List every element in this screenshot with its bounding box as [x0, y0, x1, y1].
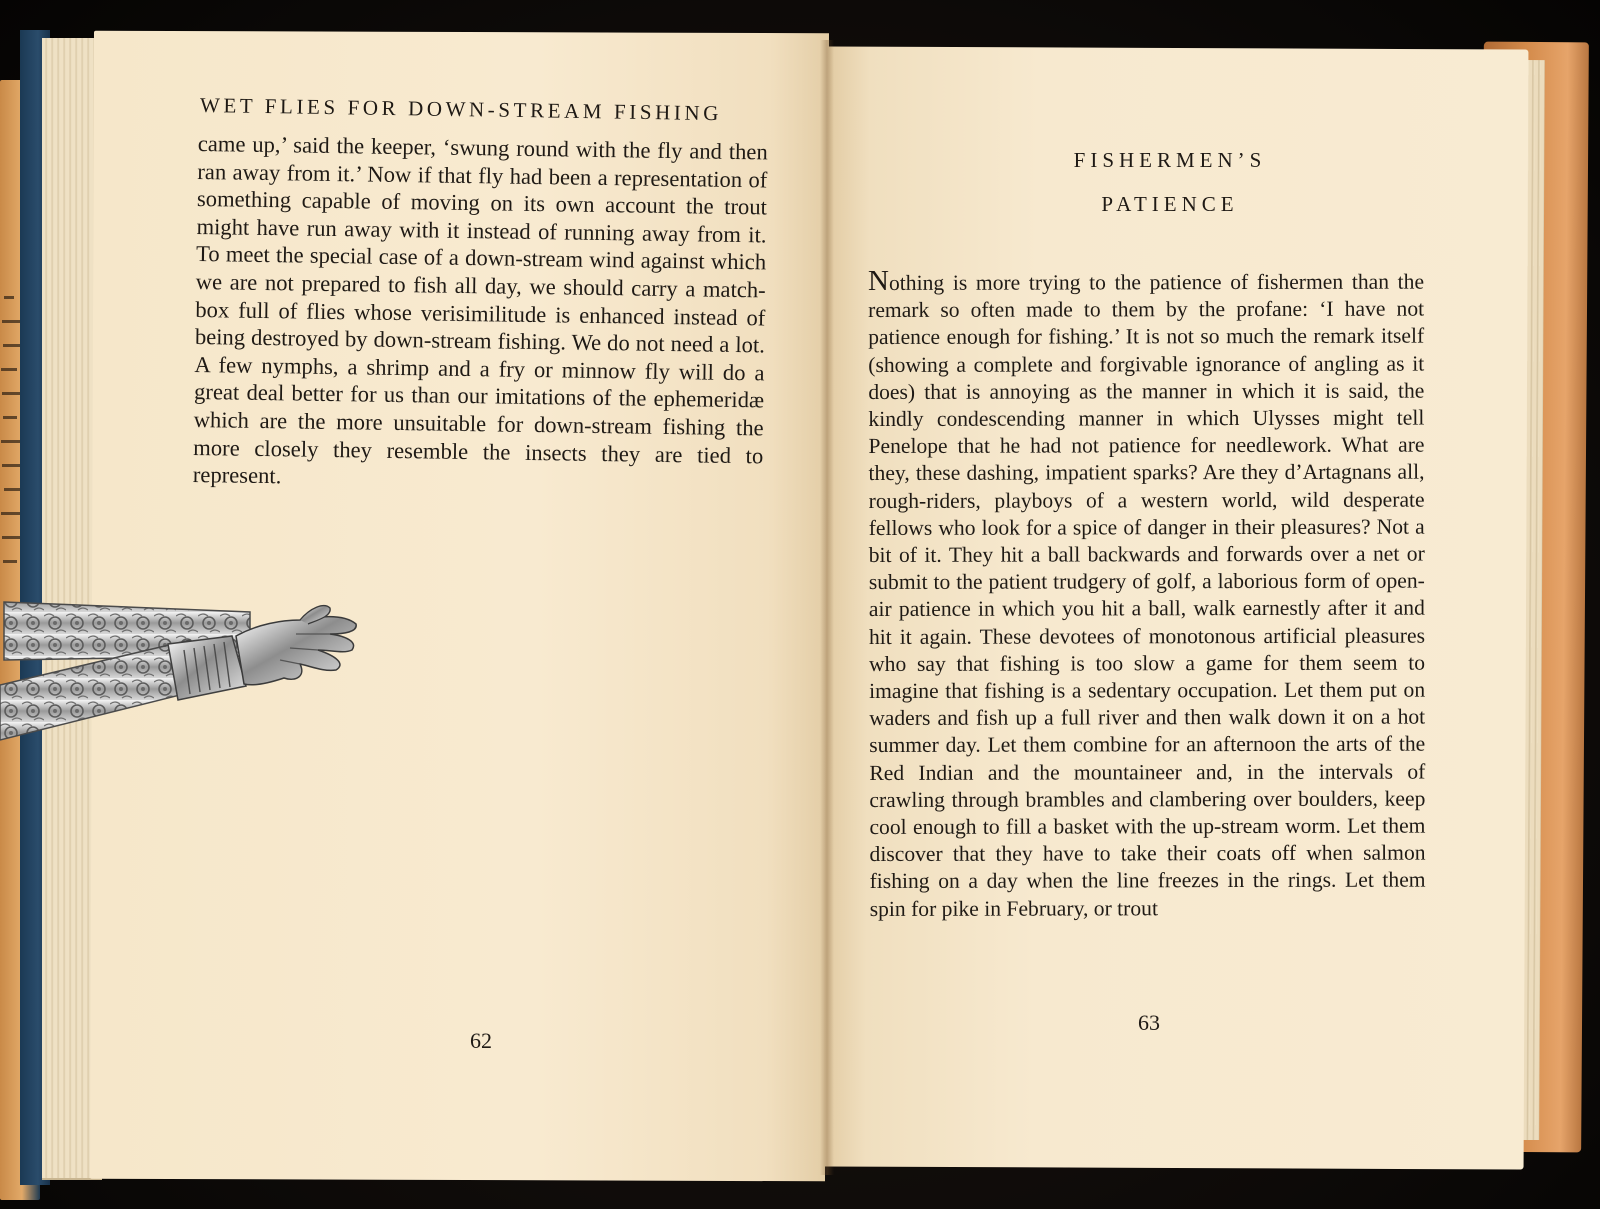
drop-letter: N	[867, 264, 890, 297]
right-page-paragraph	[867, 264, 1426, 923]
page-number-left: 62	[470, 1028, 492, 1053]
silver-hand-bookmark	[0, 590, 380, 750]
page-number-right: 63	[1138, 1010, 1160, 1035]
right-page-text: othing is more trying to the patience of fishermen than the remark so often made to them by the profane: ‘I have not patience enough for fishing.’ It is not so much the remark itself (showing a complete and forgivable ignorance of angling as it does) that is annoying as the manner in which it is said, the kindly condescending manner in which Ulysses might tell Penelope that he had not patience for needlework. What are they, these dashing, impatient sparks? Are they d’Artagnans all, rough-riders, playboys of a western world, wild desperate fellows who look for a spice of danger in their pleasures? Not a bit of it. They hit a ball backwards and forwards over a net or submit to the patient trudgery of golf, a laborious form of open-air patience in which you hit a ball, walk earnestly after it and hit it again. These devotees of monotonous artificial pleasures who say that fishing is too slow a game for them seem to imagine that fishing is a sedentary occupation. Let them put on waders and fish up a full river and then walk down it on a hot summer day. Let them combine for an afternoon the arts of the Red Indian and the mountaineer and, in the intervals of crawling through brambles and clambering over boulders, keep cool enough to fill a basket with the up-stream worm. Let them discover that they have to take their coats off when salmon fishing on a day when the line freezes in the rings. Let them spin for pike in February, or trout	[868, 269, 1426, 921]
book-gutter	[820, 40, 834, 1175]
left-page-body	[193, 130, 768, 497]
running-head: WET FLIES FOR DOWN-STREAM FISHING	[199, 93, 723, 126]
right-page-body	[867, 264, 1426, 923]
chapter-title-line-1: FISHERMEN’S	[1073, 148, 1267, 172]
chapter-title-line-2: PATIENCE	[1101, 192, 1239, 216]
chapter-title	[980, 138, 1360, 226]
left-page-paragraph: came up,’ said the keeper, ‘swung round with the fly and then ran away from it.’ Now if that fly had been a representation of something capable of moving on its own account the trout might have run away with it instead of running away from it. To meet the special case of a down-stream wind against which we are not prepared to fish all day, we should carry a match-box full of flies whose verisimilitude is enhanced instead of being destroyed by down-stream fishing. We do not need a lot. A few nymphs, a shrimp and a fry or minnow fly will do a great deal better for us than our imitations of the ephemeridæ which are the more unsuitable for down-stream fishing the more closely they resemble the insects they are tied to represent.	[192, 130, 768, 489]
